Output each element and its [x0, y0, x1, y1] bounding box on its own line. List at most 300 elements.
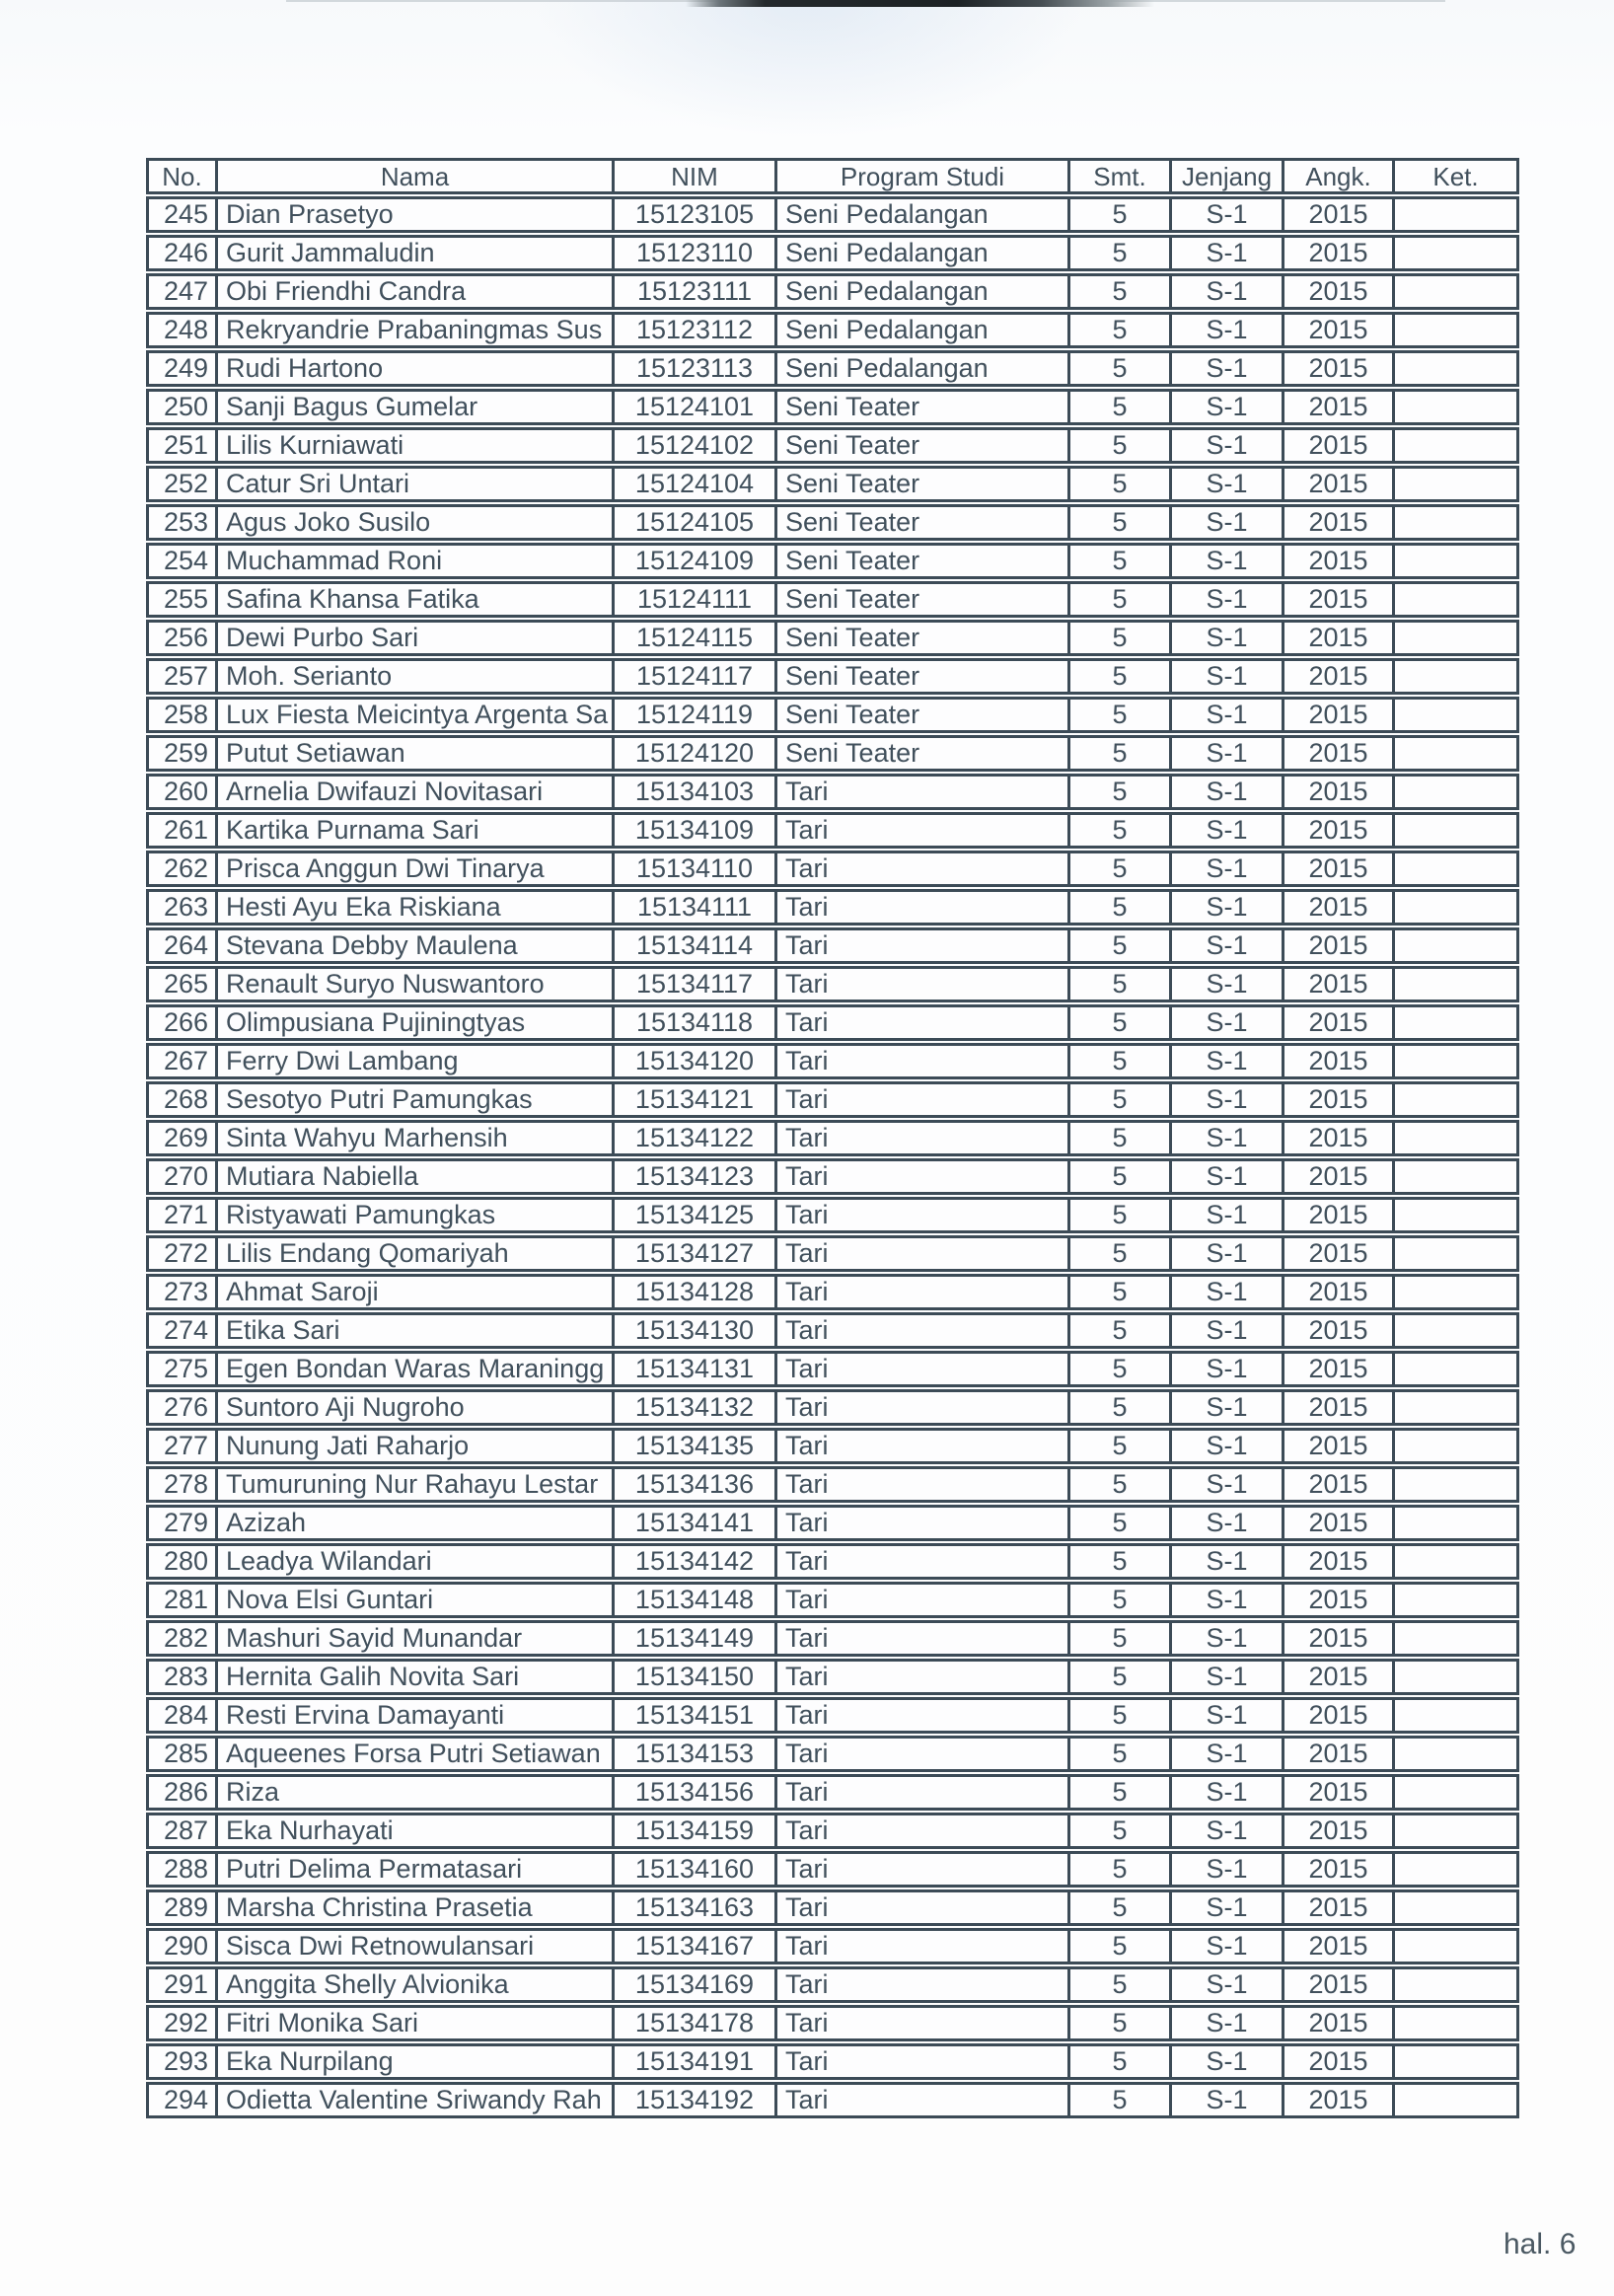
- table-row: [146, 966, 1519, 1002]
- cell-jenjang: S-1: [1169, 1081, 1282, 1118]
- cell-angk: 2015: [1282, 1428, 1392, 1464]
- cell-ket: [1392, 2043, 1519, 2080]
- cell-angk: 2015: [1282, 1620, 1392, 1657]
- cell-nim: 15123110: [612, 235, 774, 271]
- cell-ket: [1392, 1158, 1519, 1195]
- cell-nama: Etika Sari: [215, 1312, 612, 1349]
- cell-no: 288: [146, 1851, 215, 1888]
- cell-prodi: Tari: [774, 1736, 1067, 1772]
- cell-smt: 5: [1067, 581, 1169, 618]
- cell-ket: [1392, 1235, 1519, 1272]
- cell-smt: 5: [1067, 1312, 1169, 1349]
- cell-angk: 2015: [1282, 312, 1392, 348]
- cell-prodi: Tari: [774, 1505, 1067, 1541]
- cell-prodi: Seni Teater: [774, 504, 1067, 541]
- cell-ket: [1392, 1043, 1519, 1079]
- table-row: [146, 1312, 1519, 1349]
- cell-jenjang: S-1: [1169, 1620, 1282, 1657]
- cell-prodi: Seni Teater: [774, 389, 1067, 425]
- cell-no: 291: [146, 1966, 215, 2003]
- cell-nim: 15134136: [612, 1466, 774, 1503]
- cell-smt: 5: [1067, 1466, 1169, 1503]
- table-row: [146, 581, 1519, 618]
- cell-nama: Ahmat Saroji: [215, 1274, 612, 1310]
- cell-nim: 15124115: [612, 620, 774, 656]
- cell-nama: Eka Nurhayati: [215, 1813, 612, 1849]
- cell-nim: 15134192: [612, 2082, 774, 2118]
- cell-prodi: Tari: [774, 1197, 1067, 1233]
- cell-angk: 2015: [1282, 1736, 1392, 1772]
- cell-no: 251: [146, 427, 215, 464]
- table-row: [146, 2005, 1519, 2041]
- cell-jenjang: S-1: [1169, 1697, 1282, 1734]
- cell-nama: Agus Joko Susilo: [215, 504, 612, 541]
- cell-prodi: Tari: [774, 1966, 1067, 2003]
- cell-angk: 2015: [1282, 1043, 1392, 1079]
- cell-prodi: Tari: [774, 966, 1067, 1002]
- cell-nama: Safina Khansa Fatika: [215, 581, 612, 618]
- cell-no: 257: [146, 658, 215, 695]
- cell-nim: 15134167: [612, 1928, 774, 1964]
- cell-nama: Dewi Purbo Sari: [215, 620, 612, 656]
- cell-prodi: Seni Teater: [774, 658, 1067, 695]
- cell-angk: 2015: [1282, 1505, 1392, 1541]
- cell-smt: 5: [1067, 427, 1169, 464]
- cell-angk: 2015: [1282, 1120, 1392, 1156]
- cell-no: 259: [146, 735, 215, 772]
- cell-ket: [1392, 196, 1519, 233]
- cell-jenjang: S-1: [1169, 851, 1282, 887]
- table-row: [146, 235, 1519, 271]
- cell-angk: 2015: [1282, 889, 1392, 926]
- cell-smt: 5: [1067, 1428, 1169, 1464]
- column-header-smt: Smt.: [1067, 158, 1169, 194]
- cell-ket: [1392, 1197, 1519, 1233]
- cell-nama: Resti Ervina Damayanti: [215, 1697, 612, 1734]
- cell-nim: 15134103: [612, 774, 774, 810]
- cell-jenjang: S-1: [1169, 2005, 1282, 2041]
- cell-jenjang: S-1: [1169, 889, 1282, 926]
- cell-nim: 15134123: [612, 1158, 774, 1195]
- cell-smt: 5: [1067, 1351, 1169, 1387]
- cell-nim: 15123112: [612, 312, 774, 348]
- cell-no: 255: [146, 581, 215, 618]
- cell-no: 248: [146, 312, 215, 348]
- cell-angk: 2015: [1282, 581, 1392, 618]
- cell-smt: 5: [1067, 927, 1169, 964]
- cell-nama: Gurit Jammaludin: [215, 235, 612, 271]
- cell-no: 263: [146, 889, 215, 926]
- table-row: [146, 1043, 1519, 1079]
- cell-prodi: Tari: [774, 812, 1067, 849]
- cell-nim: 15134118: [612, 1004, 774, 1041]
- cell-jenjang: S-1: [1169, 2082, 1282, 2118]
- table-row: [146, 1158, 1519, 1195]
- cell-ket: [1392, 1428, 1519, 1464]
- cell-prodi: Tari: [774, 1620, 1067, 1657]
- column-header-nama: Nama: [215, 158, 612, 194]
- cell-ket: [1392, 658, 1519, 695]
- cell-nama: Muchammad Roni: [215, 543, 612, 579]
- cell-angk: 2015: [1282, 966, 1392, 1002]
- cell-nim: 15124111: [612, 581, 774, 618]
- cell-nim: 15134169: [612, 1966, 774, 2003]
- cell-no: 289: [146, 1889, 215, 1926]
- table-row: [146, 1274, 1519, 1310]
- cell-no: 279: [146, 1505, 215, 1541]
- cell-nama: Ristyawati Pamungkas: [215, 1197, 612, 1233]
- cell-no: 250: [146, 389, 215, 425]
- cell-no: 262: [146, 851, 215, 887]
- cell-nama: Lilis Endang Qomariyah: [215, 1235, 612, 1272]
- cell-prodi: Tari: [774, 774, 1067, 810]
- cell-ket: [1392, 1659, 1519, 1695]
- cell-nama: Tumuruning Nur Rahayu Lestar: [215, 1466, 612, 1503]
- table-row: [146, 1582, 1519, 1618]
- cell-jenjang: S-1: [1169, 1312, 1282, 1349]
- cell-ket: [1392, 389, 1519, 425]
- cell-no: 270: [146, 1158, 215, 1195]
- cell-angk: 2015: [1282, 196, 1392, 233]
- cell-nama: Kartika Purnama Sari: [215, 812, 612, 849]
- cell-jenjang: S-1: [1169, 1543, 1282, 1580]
- cell-jenjang: S-1: [1169, 1774, 1282, 1811]
- cell-jenjang: S-1: [1169, 196, 1282, 233]
- cell-smt: 5: [1067, 466, 1169, 502]
- cell-nim: 15124120: [612, 735, 774, 772]
- cell-jenjang: S-1: [1169, 1120, 1282, 1156]
- cell-prodi: Tari: [774, 1466, 1067, 1503]
- cell-angk: 2015: [1282, 1543, 1392, 1580]
- scan-dark-bar-artifact: [686, 0, 1154, 7]
- table-row: [146, 774, 1519, 810]
- cell-nim: 15124117: [612, 658, 774, 695]
- cell-nama: Sesotyo Putri Pamungkas: [215, 1081, 612, 1118]
- column-header-nim: NIM: [612, 158, 774, 194]
- cell-smt: 5: [1067, 350, 1169, 387]
- cell-angk: 2015: [1282, 350, 1392, 387]
- cell-nim: 15123113: [612, 350, 774, 387]
- column-header-angk: Angk.: [1282, 158, 1392, 194]
- cell-nama: Ferry Dwi Lambang: [215, 1043, 612, 1079]
- cell-ket: [1392, 350, 1519, 387]
- cell-smt: 5: [1067, 235, 1169, 271]
- table-row: [146, 1620, 1519, 1657]
- cell-prodi: Seni Teater: [774, 620, 1067, 656]
- cell-ket: [1392, 427, 1519, 464]
- cell-prodi: Tari: [774, 889, 1067, 926]
- cell-nim: 15124109: [612, 543, 774, 579]
- cell-nim: 15134163: [612, 1889, 774, 1926]
- cell-angk: 2015: [1282, 851, 1392, 887]
- cell-jenjang: S-1: [1169, 1389, 1282, 1426]
- table-row: [146, 389, 1519, 425]
- cell-jenjang: S-1: [1169, 312, 1282, 348]
- cell-smt: 5: [1067, 2005, 1169, 2041]
- cell-no: 294: [146, 2082, 215, 2118]
- cell-nama: Olimpusiana Pujiningtyas: [215, 1004, 612, 1041]
- cell-smt: 5: [1067, 658, 1169, 695]
- cell-ket: [1392, 1582, 1519, 1618]
- table-row: [146, 1004, 1519, 1041]
- cell-ket: [1392, 1389, 1519, 1426]
- cell-nim: 15134141: [612, 1505, 774, 1541]
- cell-nama: Obi Friendhi Candra: [215, 273, 612, 310]
- cell-prodi: Tari: [774, 2005, 1067, 2041]
- cell-prodi: Tari: [774, 1004, 1067, 1041]
- cell-smt: 5: [1067, 812, 1169, 849]
- cell-prodi: Tari: [774, 1351, 1067, 1387]
- cell-ket: [1392, 2082, 1519, 2118]
- cell-angk: 2015: [1282, 1274, 1392, 1310]
- table-row: [146, 2043, 1519, 2080]
- cell-ket: [1392, 1620, 1519, 1657]
- cell-nama: Odietta Valentine Sriwandy Rah: [215, 2082, 612, 2118]
- column-header-prodi: Program Studi: [774, 158, 1067, 194]
- cell-smt: 5: [1067, 851, 1169, 887]
- cell-smt: 5: [1067, 389, 1169, 425]
- cell-no: 292: [146, 2005, 215, 2041]
- cell-nim: 15134132: [612, 1389, 774, 1426]
- cell-nim: 15134150: [612, 1659, 774, 1695]
- cell-angk: 2015: [1282, 543, 1392, 579]
- cell-nama: Stevana Debby Maulena: [215, 927, 612, 964]
- cell-nim: 15134135: [612, 1428, 774, 1464]
- cell-nama: Moh. Serianto: [215, 658, 612, 695]
- cell-no: 273: [146, 1274, 215, 1310]
- cell-nim: 15134149: [612, 1620, 774, 1657]
- table-row: [146, 504, 1519, 541]
- cell-smt: 5: [1067, 1928, 1169, 1964]
- cell-ket: [1392, 312, 1519, 348]
- cell-smt: 5: [1067, 196, 1169, 233]
- cell-ket: [1392, 1928, 1519, 1964]
- cell-ket: [1392, 1851, 1519, 1888]
- cell-jenjang: S-1: [1169, 2043, 1282, 2080]
- cell-angk: 2015: [1282, 774, 1392, 810]
- cell-ket: [1392, 1351, 1519, 1387]
- cell-ket: [1392, 1774, 1519, 1811]
- cell-angk: 2015: [1282, 1351, 1392, 1387]
- table-row: [146, 350, 1519, 387]
- cell-angk: 2015: [1282, 2082, 1392, 2118]
- cell-nim: 15124101: [612, 389, 774, 425]
- cell-jenjang: S-1: [1169, 1274, 1282, 1310]
- cell-jenjang: S-1: [1169, 1736, 1282, 1772]
- table-row: [146, 273, 1519, 310]
- cell-nim: 15123105: [612, 196, 774, 233]
- cell-nim: 15134109: [612, 812, 774, 849]
- table-row: [146, 1697, 1519, 1734]
- cell-jenjang: S-1: [1169, 235, 1282, 271]
- cell-no: 277: [146, 1428, 215, 1464]
- cell-no: 265: [146, 966, 215, 1002]
- cell-ket: [1392, 543, 1519, 579]
- table-row: [146, 196, 1519, 233]
- cell-no: 271: [146, 1197, 215, 1233]
- cell-no: 281: [146, 1582, 215, 1618]
- cell-nama: Egen Bondan Waras Maraningg: [215, 1351, 612, 1387]
- cell-ket: [1392, 851, 1519, 887]
- cell-prodi: Tari: [774, 1043, 1067, 1079]
- cell-nama: Nova Elsi Guntari: [215, 1582, 612, 1618]
- cell-ket: [1392, 1543, 1519, 1580]
- cell-jenjang: S-1: [1169, 1928, 1282, 1964]
- cell-angk: 2015: [1282, 1774, 1392, 1811]
- cell-nim: 15134178: [612, 2005, 774, 2041]
- cell-jenjang: S-1: [1169, 1889, 1282, 1926]
- cell-ket: [1392, 1736, 1519, 1772]
- student-list-table: [146, 156, 1519, 2120]
- cell-jenjang: S-1: [1169, 1813, 1282, 1849]
- cell-smt: 5: [1067, 889, 1169, 926]
- cell-smt: 5: [1067, 1889, 1169, 1926]
- cell-nim: 15134121: [612, 1081, 774, 1118]
- cell-smt: 5: [1067, 543, 1169, 579]
- cell-nim: 15124119: [612, 697, 774, 733]
- cell-angk: 2015: [1282, 1582, 1392, 1618]
- cell-prodi: Tari: [774, 1543, 1067, 1580]
- cell-nim: 15124104: [612, 466, 774, 502]
- cell-ket: [1392, 812, 1519, 849]
- table-row: [146, 1505, 1519, 1541]
- cell-prodi: Seni Pedalangan: [774, 350, 1067, 387]
- cell-no: 278: [146, 1466, 215, 1503]
- table-row: [146, 1736, 1519, 1772]
- column-header-ket: Ket.: [1392, 158, 1519, 194]
- cell-prodi: Seni Pedalangan: [774, 273, 1067, 310]
- cell-smt: 5: [1067, 1389, 1169, 1426]
- cell-ket: [1392, 581, 1519, 618]
- cell-no: 285: [146, 1736, 215, 1772]
- cell-nim: 15134110: [612, 851, 774, 887]
- cell-nim: 15134142: [612, 1543, 774, 1580]
- cell-angk: 2015: [1282, 1889, 1392, 1926]
- cell-ket: [1392, 1466, 1519, 1503]
- cell-jenjang: S-1: [1169, 966, 1282, 1002]
- cell-smt: 5: [1067, 312, 1169, 348]
- cell-angk: 2015: [1282, 620, 1392, 656]
- cell-no: 249: [146, 350, 215, 387]
- cell-nama: Azizah: [215, 1505, 612, 1541]
- cell-nim: 15134130: [612, 1312, 774, 1349]
- table-row: [146, 1466, 1519, 1503]
- cell-nama: Suntoro Aji Nugroho: [215, 1389, 612, 1426]
- cell-smt: 5: [1067, 504, 1169, 541]
- cell-prodi: Tari: [774, 1851, 1067, 1888]
- cell-smt: 5: [1067, 1620, 1169, 1657]
- cell-jenjang: S-1: [1169, 389, 1282, 425]
- cell-angk: 2015: [1282, 427, 1392, 464]
- cell-smt: 5: [1067, 2082, 1169, 2118]
- table-row: [146, 427, 1519, 464]
- cell-ket: [1392, 735, 1519, 772]
- cell-smt: 5: [1067, 1158, 1169, 1195]
- cell-nama: Aqueenes Forsa Putri Setiawan: [215, 1736, 612, 1772]
- cell-jenjang: S-1: [1169, 620, 1282, 656]
- cell-ket: [1392, 1889, 1519, 1926]
- cell-ket: [1392, 1813, 1519, 1849]
- table-row: [146, 1235, 1519, 1272]
- cell-prodi: Seni Teater: [774, 697, 1067, 733]
- cell-ket: [1392, 966, 1519, 1002]
- cell-ket: [1392, 697, 1519, 733]
- cell-jenjang: S-1: [1169, 581, 1282, 618]
- cell-no: 286: [146, 1774, 215, 1811]
- table-row: [146, 1197, 1519, 1233]
- cell-prodi: Seni Pedalangan: [774, 196, 1067, 233]
- cell-smt: 5: [1067, 1659, 1169, 1695]
- cell-no: 260: [146, 774, 215, 810]
- cell-ket: [1392, 1120, 1519, 1156]
- cell-jenjang: S-1: [1169, 1235, 1282, 1272]
- cell-smt: 5: [1067, 697, 1169, 733]
- cell-no: 269: [146, 1120, 215, 1156]
- cell-no: 264: [146, 927, 215, 964]
- cell-angk: 2015: [1282, 697, 1392, 733]
- table-row: [146, 1851, 1519, 1888]
- cell-prodi: Tari: [774, 1813, 1067, 1849]
- cell-jenjang: S-1: [1169, 927, 1282, 964]
- cell-prodi: Tari: [774, 1928, 1067, 1964]
- cell-no: 290: [146, 1928, 215, 1964]
- cell-angk: 2015: [1282, 2043, 1392, 2080]
- cell-nim: 15123111: [612, 273, 774, 310]
- cell-smt: 5: [1067, 966, 1169, 1002]
- cell-nim: 15124105: [612, 504, 774, 541]
- cell-angk: 2015: [1282, 1851, 1392, 1888]
- cell-angk: 2015: [1282, 812, 1392, 849]
- cell-no: 246: [146, 235, 215, 271]
- cell-jenjang: S-1: [1169, 1466, 1282, 1503]
- cell-no: 293: [146, 2043, 215, 2080]
- cell-smt: 5: [1067, 1197, 1169, 1233]
- cell-prodi: Seni Pedalangan: [774, 312, 1067, 348]
- column-header-no: No.: [146, 158, 215, 194]
- cell-ket: [1392, 889, 1519, 926]
- cell-prodi: Tari: [774, 1659, 1067, 1695]
- cell-jenjang: S-1: [1169, 543, 1282, 579]
- cell-no: 287: [146, 1813, 215, 1849]
- table-row: [146, 1813, 1519, 1849]
- cell-jenjang: S-1: [1169, 1582, 1282, 1618]
- cell-jenjang: S-1: [1169, 466, 1282, 502]
- cell-angk: 2015: [1282, 1813, 1392, 1849]
- cell-nim: 15134125: [612, 1197, 774, 1233]
- table-row: [146, 889, 1519, 926]
- cell-ket: [1392, 273, 1519, 310]
- cell-ket: [1392, 1505, 1519, 1541]
- cell-nim: 15134159: [612, 1813, 774, 1849]
- scan-shading-artifact: [533, 0, 1085, 138]
- cell-no: 282: [146, 1620, 215, 1657]
- cell-prodi: Tari: [774, 1274, 1067, 1310]
- cell-nim: 15134131: [612, 1351, 774, 1387]
- cell-no: 280: [146, 1543, 215, 1580]
- table-row: [146, 1928, 1519, 1964]
- table-row: [146, 851, 1519, 887]
- cell-jenjang: S-1: [1169, 350, 1282, 387]
- cell-ket: [1392, 1966, 1519, 2003]
- cell-nama: Riza: [215, 1774, 612, 1811]
- cell-nim: 15134148: [612, 1582, 774, 1618]
- cell-angk: 2015: [1282, 1659, 1392, 1695]
- cell-no: 267: [146, 1043, 215, 1079]
- cell-smt: 5: [1067, 1543, 1169, 1580]
- cell-nama: Eka Nurpilang: [215, 2043, 612, 2080]
- cell-smt: 5: [1067, 1004, 1169, 1041]
- table-row: [146, 1389, 1519, 1426]
